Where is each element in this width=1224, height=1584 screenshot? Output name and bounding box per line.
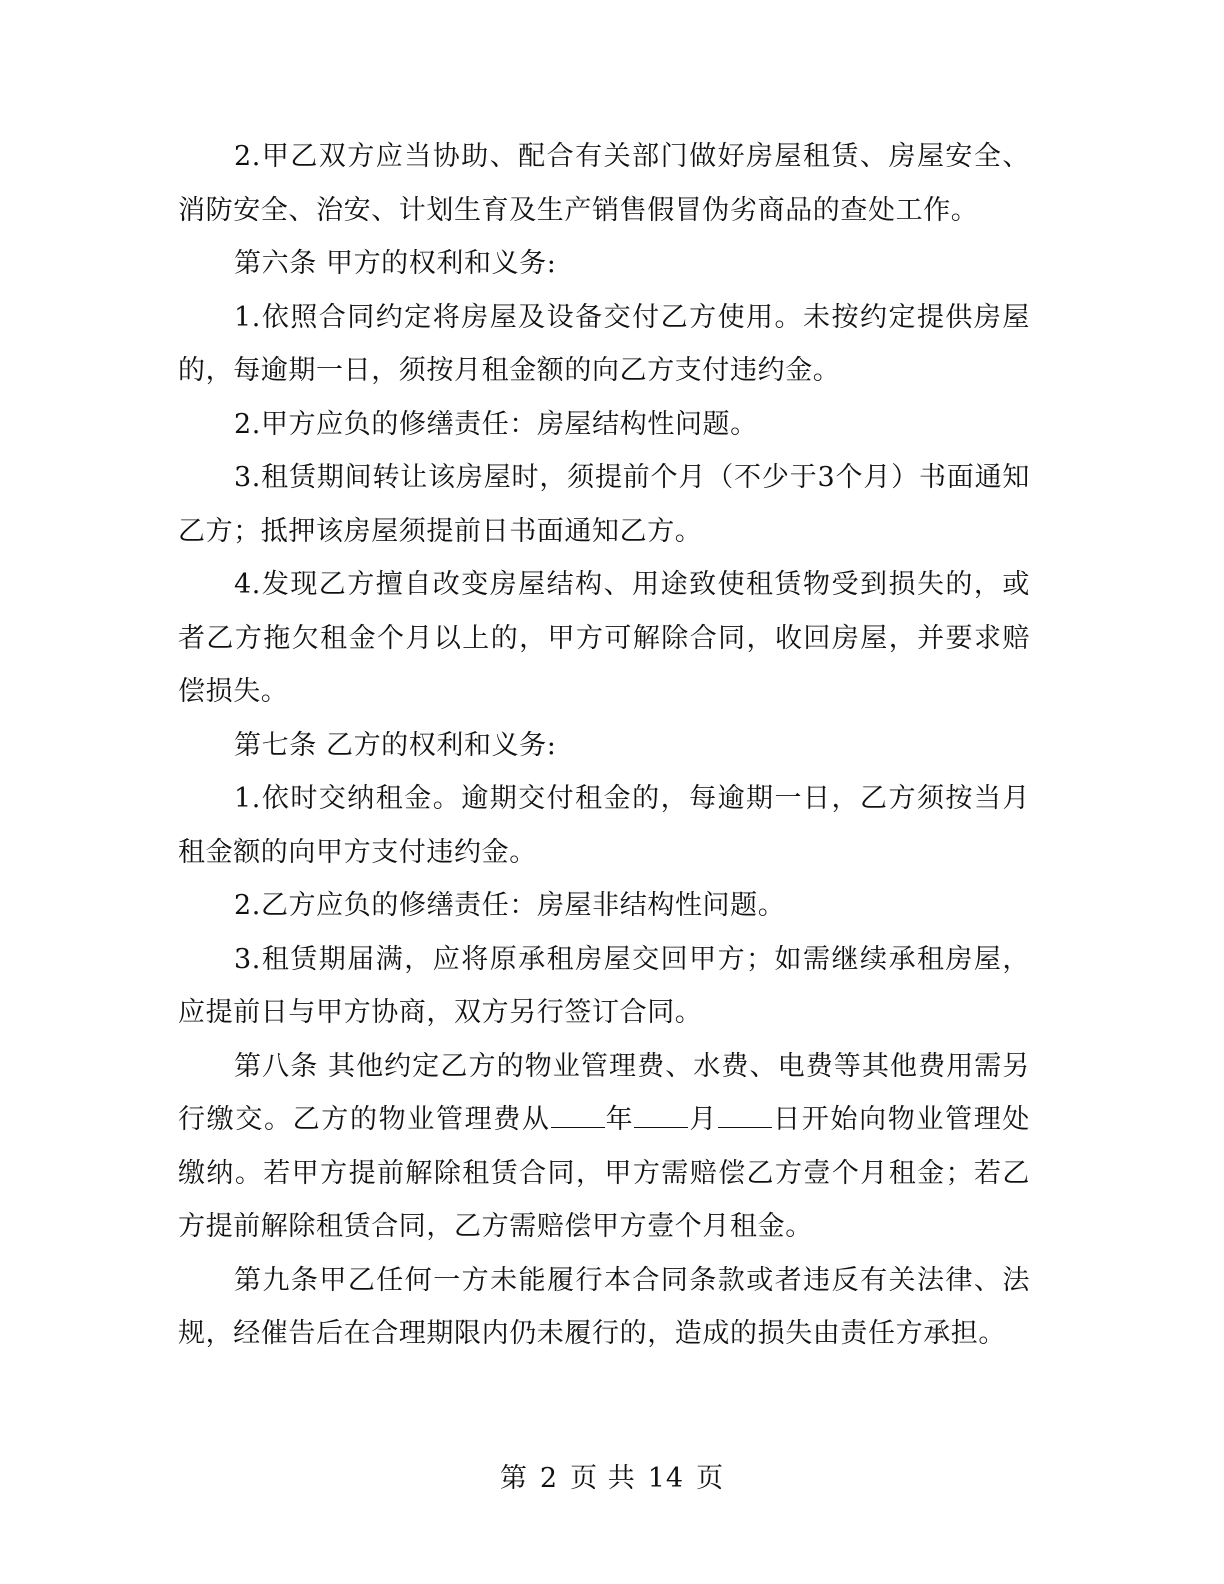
paragraph-6-4: 4.发现乙方擅自改变房屋结构、用途致使租赁物受到损失的，或者乙方拖欠租金个月以上的，甲方可解除合同，收回房屋，并要求赔偿损失。 — [178, 569, 1030, 707]
paragraph-6-1: 1.依照合同约定将房屋及设备交付乙方使用。未按约定提供房屋的，每逾期一日，须按月租金额的向乙方支付违约金。 — [178, 301, 1030, 386]
footer-mid: 页 共 — [570, 1463, 636, 1494]
document-body — [178, 130, 1030, 1361]
month-blank — [634, 1105, 688, 1128]
page-footer — [0, 1456, 1224, 1495]
footer-total-pages: 14 — [647, 1463, 685, 1494]
paragraph-7-3: 3.租赁期届满，应将原承租房屋交回甲方；如需继续承租房屋，应提前日与甲方协商，双方另行签订合同。 — [178, 943, 1030, 1028]
article-8-text-start: 第八条 其他约定乙方的物业管理费、水费、电费等其他费用需另行缴交。乙方的物业管理费从 — [178, 1050, 1030, 1135]
month-label: 月 — [688, 1104, 719, 1135]
article-8-text-end: 日开始向物业管理处缴纳。若甲方提前解除租赁合同，甲方需赔偿乙方壹个月租金；若乙方提前解除租赁合同，乙方需赔偿甲方壹个月租金。 — [178, 1104, 1031, 1242]
footer-suffix: 页 — [696, 1463, 725, 1494]
paragraph-article-9: 第九条甲乙任何一方未能履行本合同条款或者违反有关法律、法规，经催告后在合理期限内仍未履行的，造成的损失由责任方承担。 — [178, 1264, 1030, 1349]
day-blank — [718, 1105, 772, 1128]
footer-page-number: 2 — [539, 1463, 559, 1494]
heading-article-6: 第六条 甲方的权利和义务: — [234, 248, 557, 279]
paragraph-7-2: 2.乙方应负的修缮责任：房屋非结构性问题。 — [234, 890, 786, 921]
paragraph-article-8 — [178, 1040, 1030, 1254]
paragraph-6-3: 3.租赁期间转让该房屋时，须提前个月（不少于3个月）书面通知乙方；抵押该房屋须提前日书面通知乙方。 — [178, 462, 1030, 547]
year-blank — [551, 1105, 605, 1128]
year-label: 年 — [604, 1104, 635, 1135]
heading-article-7: 第七条 乙方的权利和义务: — [234, 729, 557, 761]
paragraph-7-1: 1.依时交纳租金。逾期交付租金的，每逾期一日，乙方须按当月租金额的向甲方支付违约金。 — [178, 783, 1030, 868]
paragraph-6-2: 2.甲方应负的修缮责任：房屋结构性问题。 — [234, 408, 758, 440]
paragraph-cooperation: 2.甲乙双方应当协助、配合有关部门做好房屋租赁、房屋安全、消防安全、治安、计划生育及生产销售假冒伪劣商品的查处工作。 — [178, 141, 1030, 226]
footer-prefix: 第 — [499, 1463, 528, 1494]
